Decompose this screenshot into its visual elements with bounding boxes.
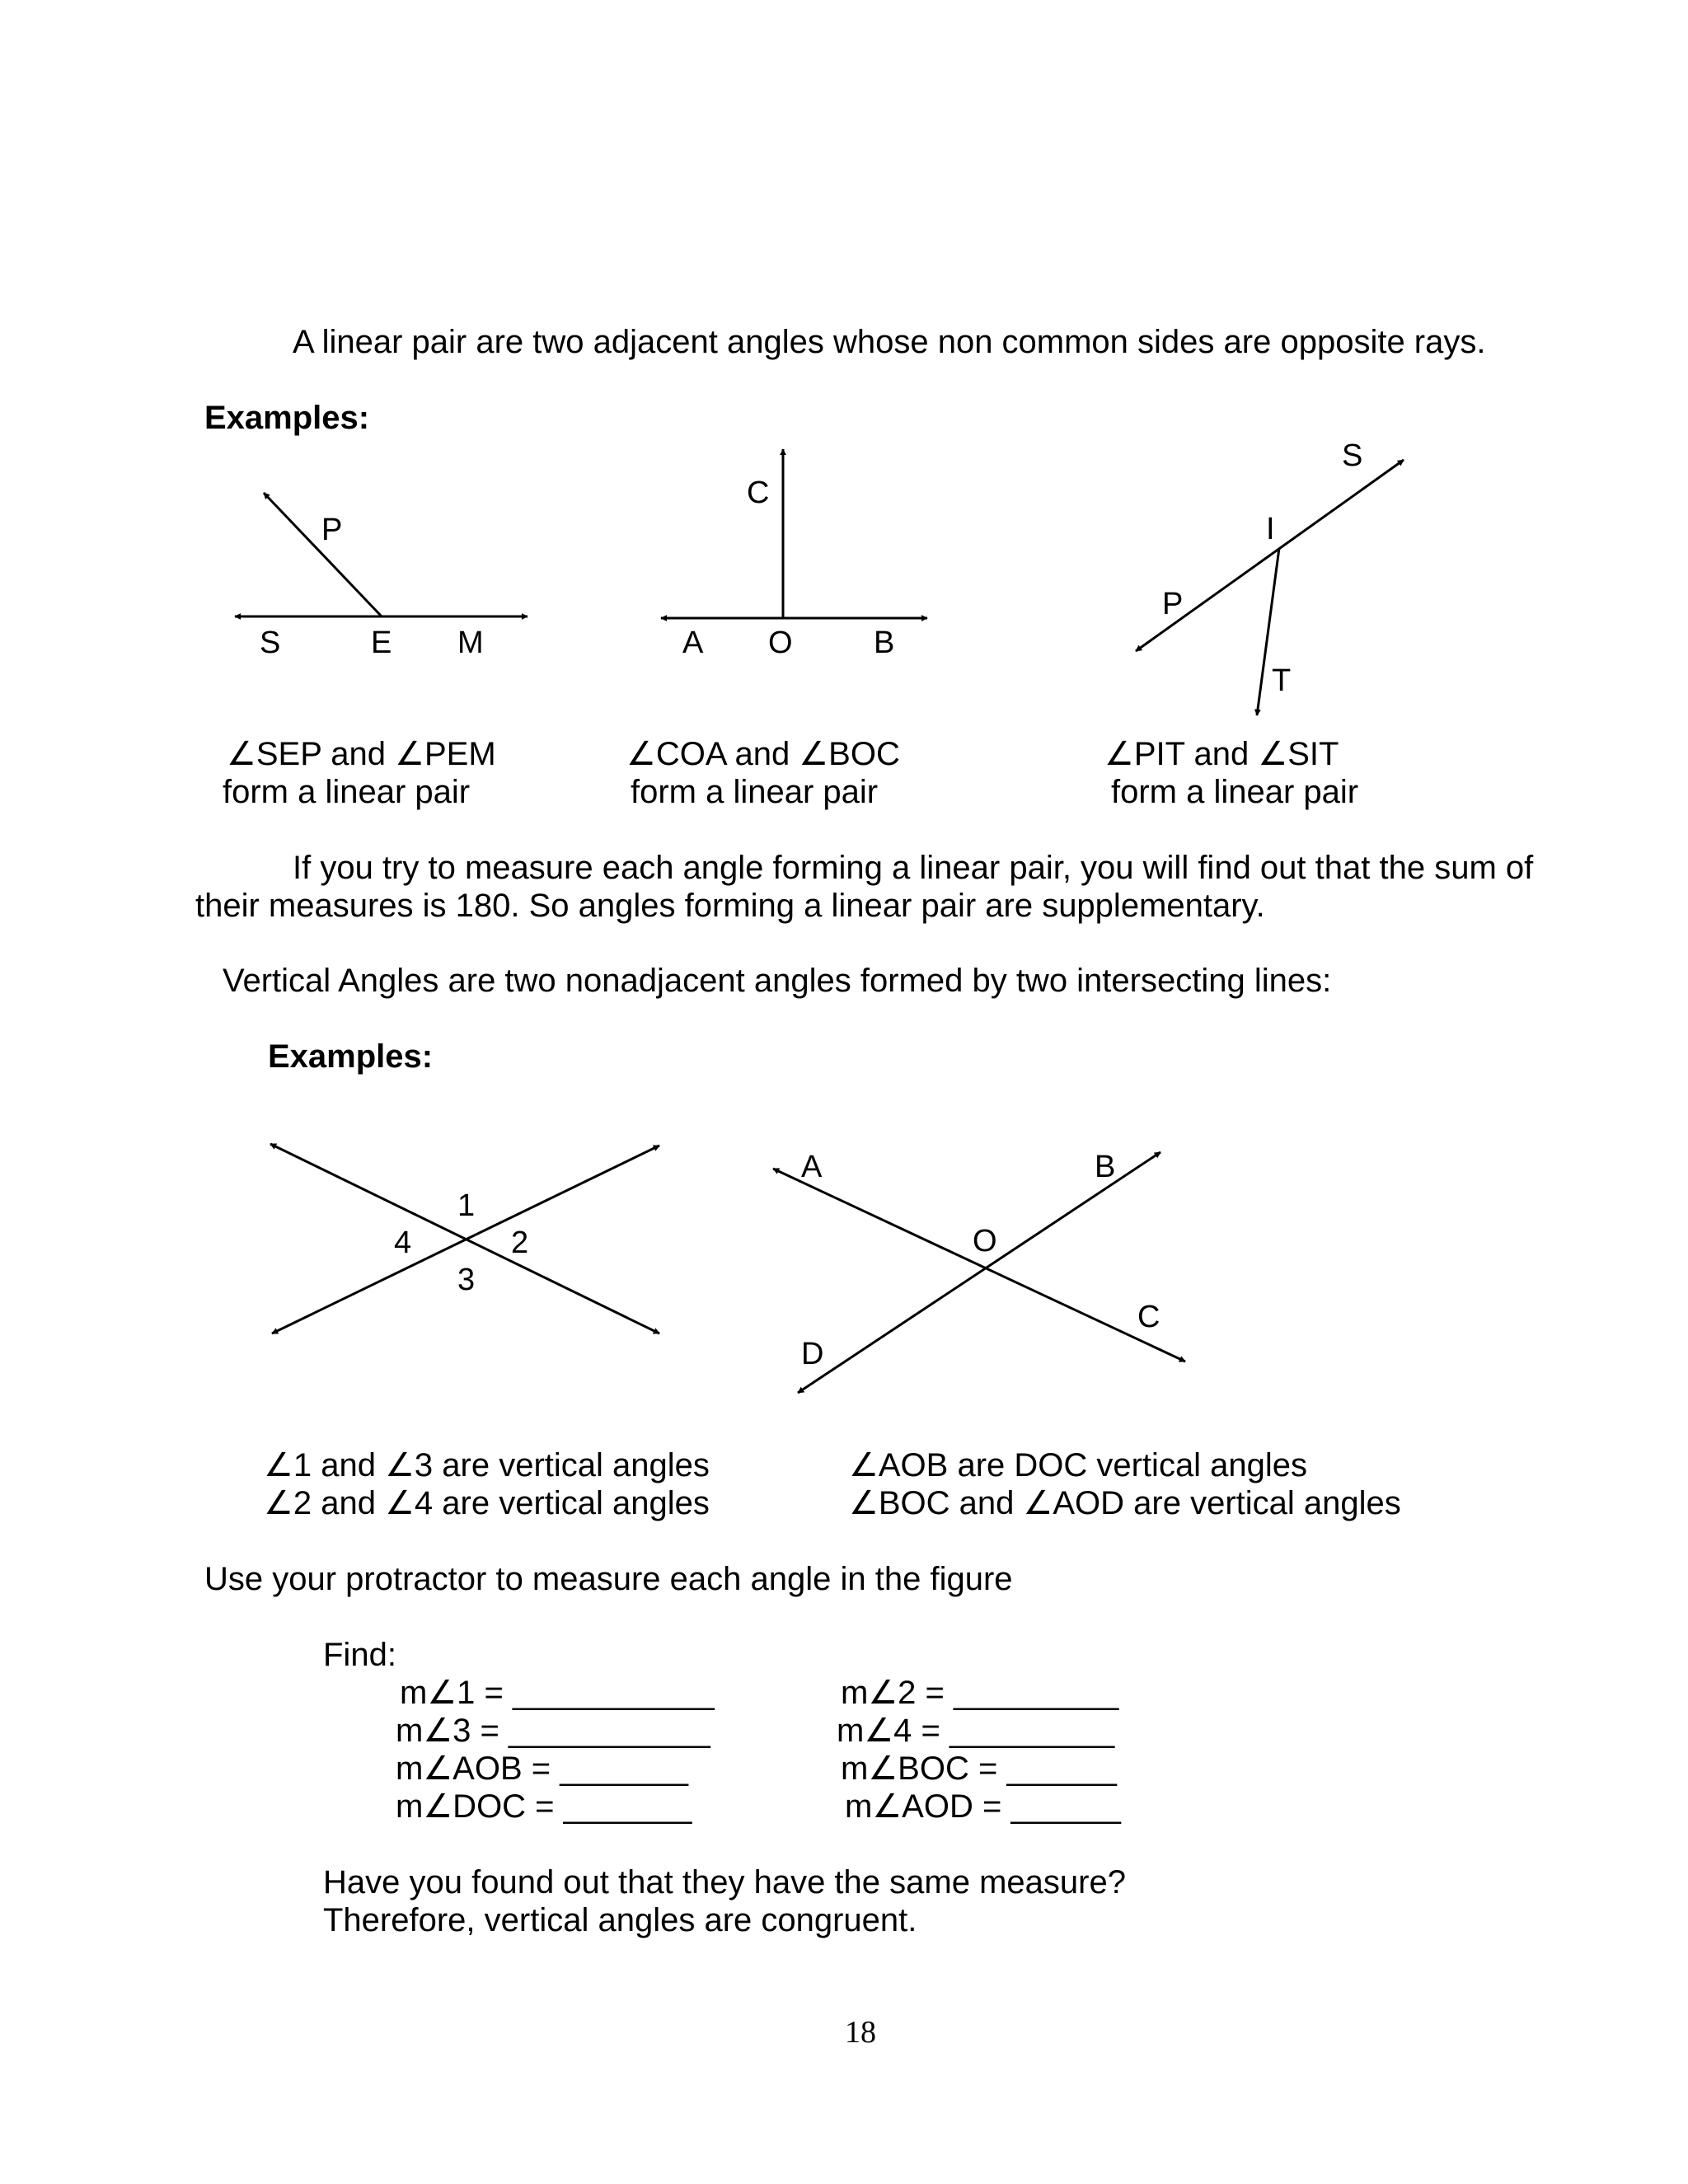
caption-coa-form: form a linear pair [631, 774, 879, 810]
label-a: A [682, 626, 704, 660]
line-ac [773, 1169, 1185, 1361]
label-s: S [1342, 438, 1363, 473]
find-m-angle-aod: m∠AOD = ______ [845, 1788, 1121, 1825]
label-p: P [1162, 587, 1184, 621]
caption-sep-pem: ∠SEP and ∠PEM [227, 736, 496, 772]
angle-label-2: 2 [511, 1226, 529, 1260]
vertical-angles-definition: Vertical Angles are two nonadjacent angles formed by two intersecting lines: [223, 963, 1332, 999]
caption-boc-aod: ∠BOC and ∠AOD are vertical angles [849, 1485, 1401, 1521]
label-m: M [457, 626, 484, 660]
label-i: I [1266, 512, 1275, 546]
find-m-angle-4: m∠4 = _________ [837, 1713, 1115, 1749]
label-p: P [321, 513, 343, 547]
label-b: B [874, 626, 895, 660]
find-m-angle-doc: m∠DOC = _______ [396, 1788, 692, 1825]
caption-pit-form: form a linear pair [1111, 774, 1359, 810]
find-label: Find: [323, 1637, 396, 1673]
caption-angles-1-3: ∠1 and ∠3 are vertical angles [264, 1447, 710, 1483]
line-db [798, 1152, 1160, 1393]
label-o: O [973, 1224, 997, 1258]
supplementary-paragraph-line2: their measures is 180. So angles forming a linear pair are supplementary. [195, 888, 1265, 924]
caption-angles-2-4: ∠2 and ∠4 are vertical angles [264, 1485, 710, 1521]
closing-conclusion: Therefore, vertical angles are congruent. [323, 1902, 917, 1938]
label-b: B [1095, 1150, 1116, 1184]
protractor-instruction: Use your protractor to measure each angle in the figure [204, 1561, 1013, 1597]
find-m-angle-1: m∠1 = ___________ [400, 1675, 715, 1711]
page-number: 18 [845, 2015, 876, 2050]
label-c: C [1137, 1300, 1160, 1334]
label-d: D [801, 1337, 824, 1371]
caption-coa-boc: ∠COA and ∠BOC [626, 736, 900, 772]
caption-aob-doc: ∠AOB are DOC vertical angles [849, 1447, 1308, 1483]
label-e: E [371, 626, 392, 660]
angle-label-4: 4 [394, 1226, 412, 1260]
angle-label-3: 3 [457, 1263, 476, 1297]
supplementary-paragraph-line1: If you try to measure each angle forming a linear pair, you will find out that the sum of [293, 850, 1534, 886]
caption-sep-form: form a linear pair [223, 774, 471, 810]
caption-pit-sit: ∠PIT and ∠SIT [1104, 736, 1339, 772]
label-o: O [768, 626, 793, 660]
angle-label-1: 1 [457, 1188, 476, 1223]
label-s: S [260, 626, 281, 660]
examples-heading-vertical: Examples: [268, 1038, 434, 1075]
find-m-angle-2: m∠2 = _________ [841, 1675, 1119, 1711]
linear-pair-definition: A linear pair are two adjacent angles whose non common sides are opposite rays. [293, 324, 1486, 360]
label-t: T [1272, 663, 1292, 698]
find-m-angle-3: m∠3 = ___________ [396, 1713, 710, 1749]
find-m-angle-aob: m∠AOB = _______ [396, 1750, 688, 1787]
closing-question: Have you found out that they have the same measure? [323, 1864, 1126, 1900]
find-m-angle-boc: m∠BOC = ______ [841, 1750, 1117, 1787]
label-a: A [801, 1150, 823, 1184]
label-c: C [747, 476, 770, 510]
examples-heading-linear: Examples: [204, 400, 370, 436]
